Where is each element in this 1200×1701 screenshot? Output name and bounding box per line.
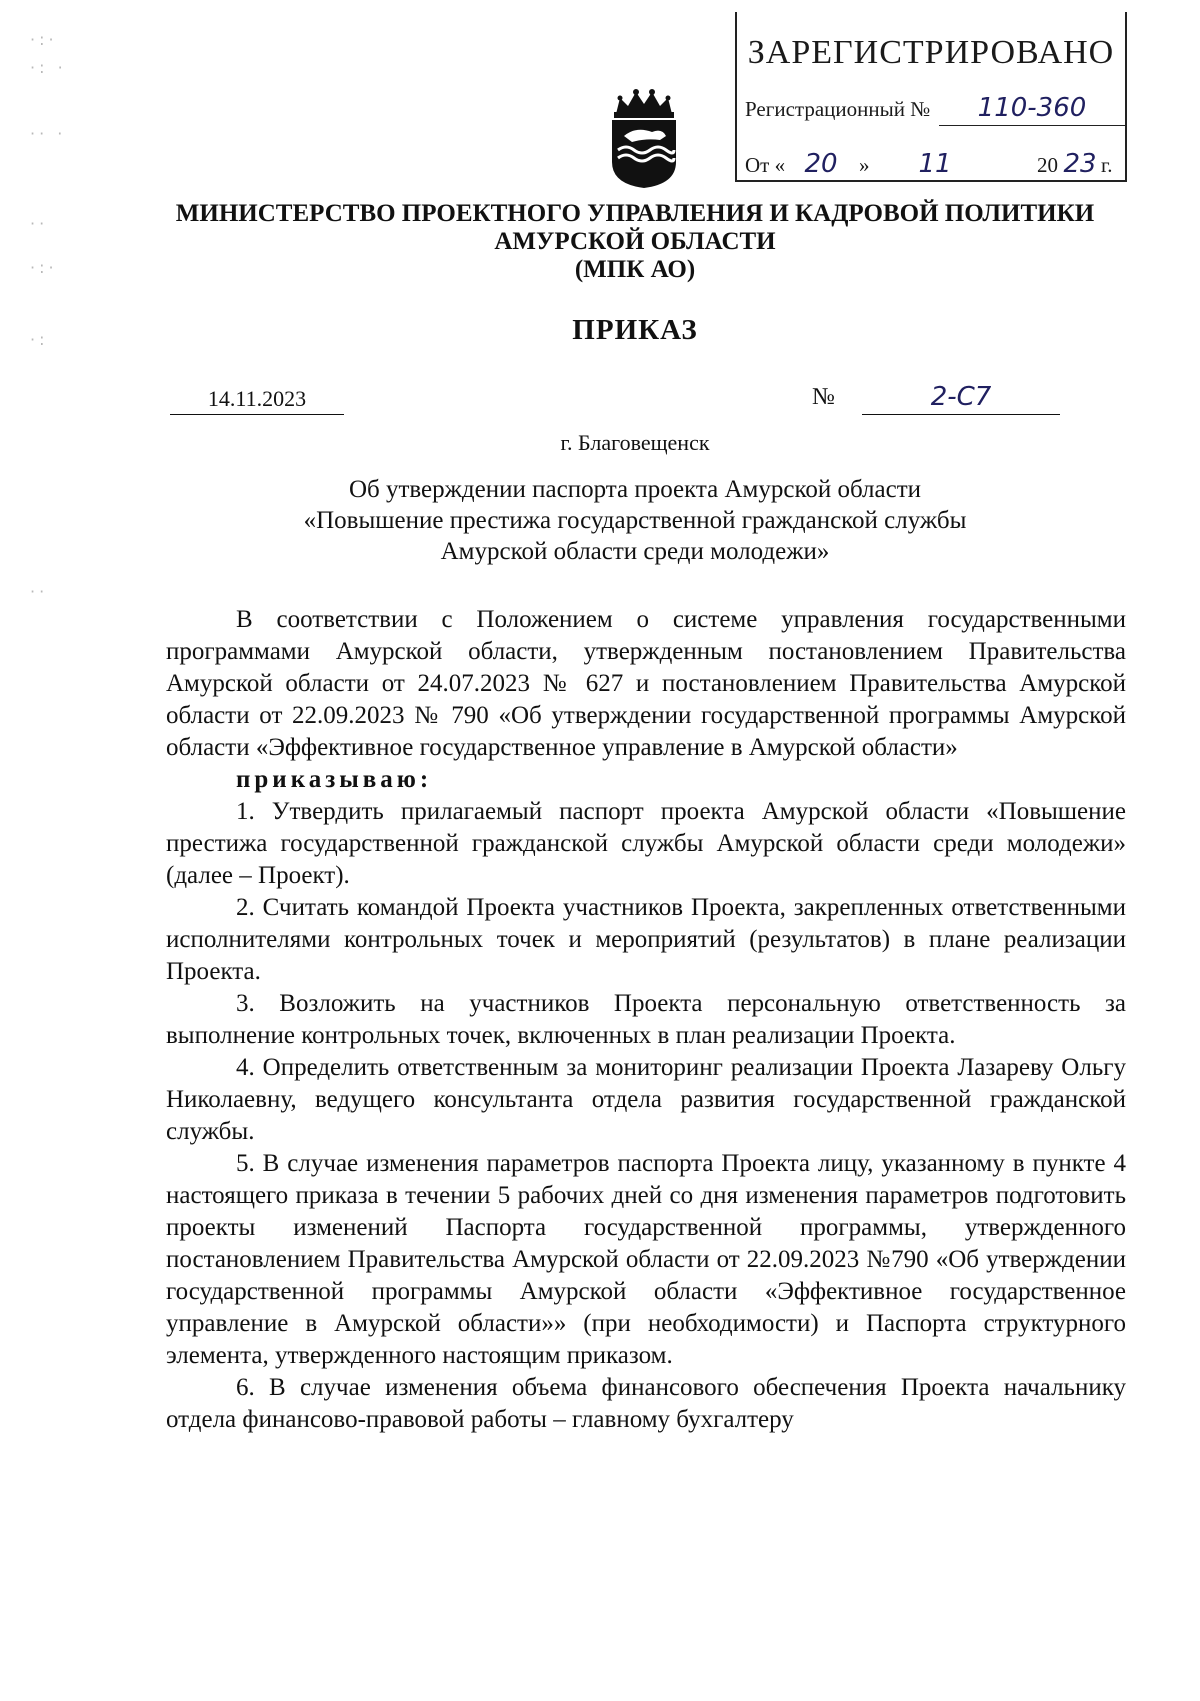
stamp-date-month: 11 (877, 147, 993, 182)
ministry-name-line1: МИНИСТЕРСТВО ПРОЕКТНОГО УПРАВЛЕНИЯ И КАДРОВОЙ ПОЛИТИКИ (175, 200, 1095, 227)
stamp-date-year-prefix: 20 (1037, 153, 1058, 177)
order-directive-word: приказываю: (236, 766, 433, 793)
stamp-date-mid: » (859, 153, 870, 177)
order-item-1: 1. Утвердить прилагаемый паспорт проекта Амурской области «Повышение престижа государственной гражданской службы Амурской области среди молодежи» (далее – Проект). (166, 798, 1126, 889)
document-type-title: ПРИКАЗ (572, 314, 698, 346)
ministry-header (150, 200, 1120, 284)
ministry-abbreviation: (МПК АО) (574, 256, 696, 283)
stamp-reg-label: Регистрационный № (745, 97, 931, 121)
stamp-reg-number: 110-360 (939, 91, 1125, 126)
scan-artifact: ·· (30, 214, 49, 233)
order-subject (160, 474, 1110, 567)
scan-artifact: ·· · (30, 124, 67, 143)
order-item-3: 3. Возложить на участников Проекта персональную ответственность за выполнение контрольных точек, включенных в план реализации Проекта. (166, 990, 1126, 1049)
order-date: 14.11.2023 (170, 386, 344, 415)
stamp-date-row (743, 144, 1117, 184)
order-number: 2-С7 (862, 380, 1060, 415)
registration-stamp (735, 12, 1127, 182)
order-body (166, 604, 1126, 1436)
order-item-2: 2. Считать командой Проекта участников Проекта, закрепленных ответственными исполнителями контрольных точек и мероприятий (результатов) в плане реализации Проекта. (166, 894, 1126, 985)
subject-line2: «Повышение престижа государственной гражданской службы (303, 507, 967, 534)
scan-artifact: ·: · (30, 58, 67, 77)
subject-line3: Амурской области среди молодежи» (440, 538, 830, 565)
order-item-5: 5. В случае изменения параметров паспорта Проекта лицу, указанному в пункте 4 настоящего приказа в течении 5 рабочих дней со дня изменения параметров подготовить проекты изменений Паспорта государственной программы, утвержденного постановлением Правительства Амурской области от 22.09.2023 №790 «Об утверждении государственной программы Амурской области «Эффективное государственное управление в Амурской области»» (при необходимости) и Паспорта структурного элемента, утвержденного настоящим приказом. (166, 1150, 1126, 1369)
stamp-date-year-suffix: 23 (1061, 147, 1099, 182)
subject-line1: Об утверждении паспорта проекта Амурской области (348, 476, 922, 503)
stamp-date-prefix: От « (745, 153, 786, 177)
scan-artifact: ·:· (30, 30, 58, 49)
stamp-reg-row (743, 88, 1117, 128)
scan-artifact: ·:· (30, 258, 58, 277)
city: г. Благовещенск (560, 430, 710, 455)
scan-artifact: ·: (30, 330, 49, 349)
order-item-6: 6. В случае изменения объема финансового обеспечения Проекта начальнику отдела финансово-правовой работы – главному бухгалтеру (166, 1374, 1126, 1433)
scan-artifact: ·· (30, 582, 49, 601)
preamble-paragraph: В соответствии с Положением о системе управления государственными программами Амурской области, утвержденным постановлением Правительства Амурской области от 24.07.2023 № 627 и постановлением Правительства Амурской области от 22.09.2023 № 790 «Об утверждении государственной программы Амурской области «Эффективное государственное управление в Амурской области» (166, 606, 1126, 761)
order-number-label: № (812, 384, 835, 410)
stamp-date-tail: г. (1101, 153, 1113, 177)
stamp-date-day: 20 (789, 147, 853, 182)
stamp-title: ЗАРЕГИСТРИРОВАНО (747, 34, 1115, 71)
amur-region-coat-of-arms-icon (602, 88, 686, 190)
order-item-4: 4. Определить ответственным за мониторинг реализации Проекта Лазареву Ольгу Николаевну, ведущего консультанта отдела развития государственной гражданской службы. (166, 1054, 1126, 1145)
ministry-name-line2: АМУРСКОЙ ОБЛАСТИ (494, 228, 776, 255)
